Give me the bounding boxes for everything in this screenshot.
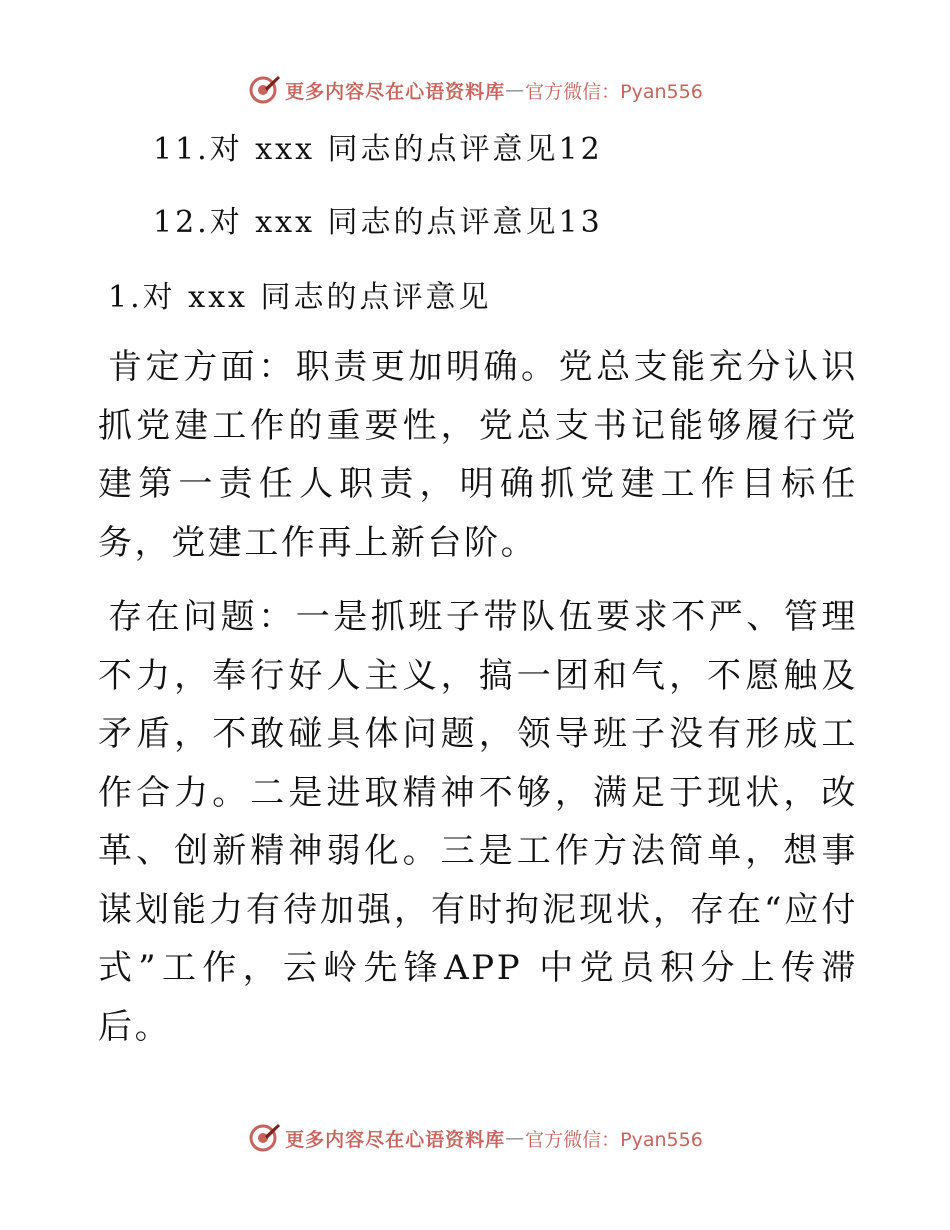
header-wechat-text: 官方微信：Pyan556	[525, 80, 703, 103]
footer-brand-text: 更多内容尽在心语资料库	[285, 1128, 506, 1151]
section-heading: 1.对 xxx 同志的点评意见	[108, 280, 492, 315]
pen-logo-icon	[247, 1121, 281, 1155]
pen-logo-icon	[247, 73, 281, 107]
footer-banner	[0, 1118, 950, 1158]
paragraph-problems: 存在问题：一是抓班子带队伍要求不严、管理不力，奉行好人主义，搞一团和气，不愿触及矛盾，不敢碰具体问题，领导班子没有形成工作合力。二是进取精神不够，满足于现状，改革、创新精神弱化。三是工作方法简单，想事谋划能力有待加强，有时拘泥现状，存在“应付式”工作，云岭先锋APP 中党员积分上传滞后。	[98, 597, 858, 1047]
header-banner	[0, 70, 950, 110]
header-separator: —	[505, 79, 526, 101]
footer-wechat-text: 官方微信：Pyan556	[525, 1128, 703, 1151]
toc-item-11: 11.对 xxx 同志的点评意见12	[153, 132, 603, 167]
toc-item-12: 12.对 xxx 同志的点评意见13	[153, 205, 603, 240]
paragraph-affirmation: 肯定方面：职责更加明确。党总支能充分认识抓党建工作的重要性，党总支书记能够履行党建第一责任人职责，明确抓党建工作目标任务，党建工作再上新台阶。	[98, 347, 858, 563]
footer-separator: —	[505, 1127, 526, 1149]
header-brand-text: 更多内容尽在心语资料库	[285, 80, 506, 103]
